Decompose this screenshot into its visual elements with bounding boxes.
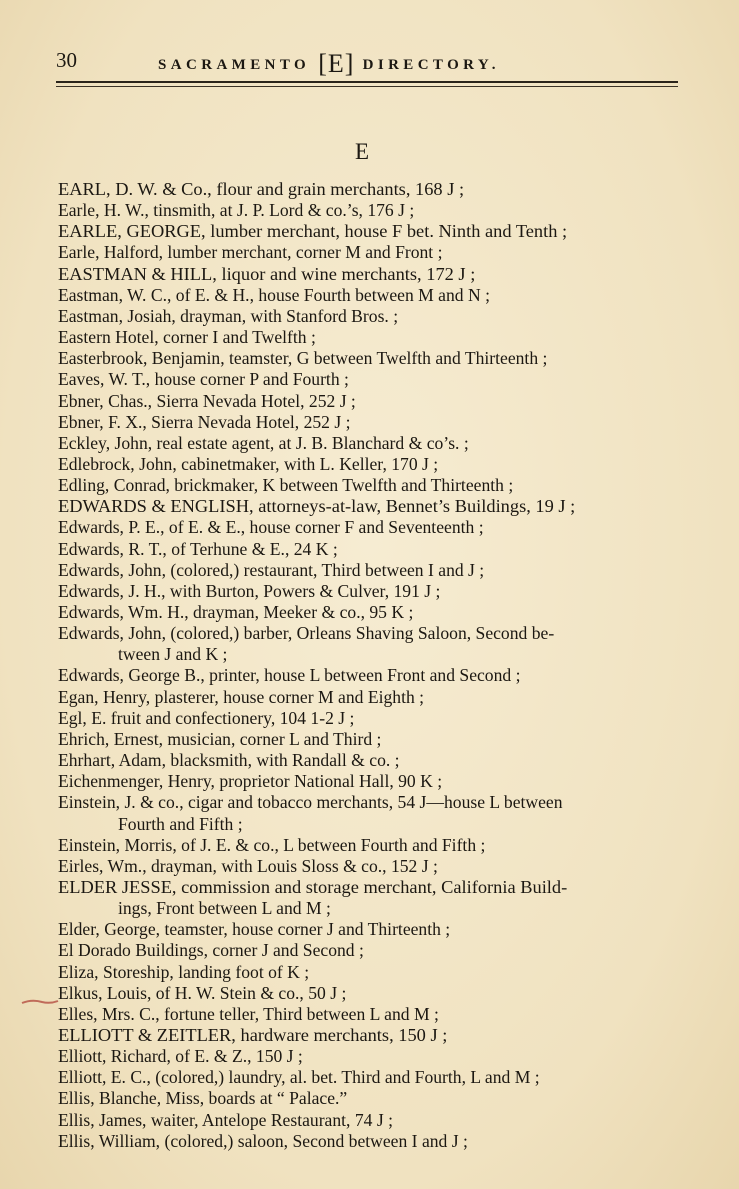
directory-entry: Edwards, John, (colored,) barber, Orleans Shaving Saloon, Second be- (58, 623, 555, 644)
entry-continuation: tween J and K ; (118, 644, 228, 665)
header-rule-thin (56, 86, 678, 87)
directory-entry: EASTMAN & HILL, liquor and wine merchants, 172 J ; (58, 263, 476, 284)
directory-entry: Einstein, Morris, of J. E. & co., L between Fourth and Fifth ; (58, 834, 486, 855)
directory-entry: Eichenmenger, Henry, proprietor National Hall, 90 K ; (58, 771, 443, 792)
directory-entry: Eckley, John, real estate agent, at J. B. Blanchard & co’s. ; (58, 432, 469, 453)
directory-entry: El Dorado Buildings, corner J and Second ; (58, 940, 364, 961)
directory-entry: Egan, Henry, plasterer, house corner M and Eighth ; (58, 686, 425, 707)
directory-entry: Edwards, R. T., of Terhune & E., 24 K ; (58, 538, 338, 559)
directory-entry: Eastman, W. C., of E. & H., house Fourth between M and N ; (58, 284, 490, 305)
directory-entry: Elles, Mrs. C., fortune teller, Third between L and M ; (58, 1003, 439, 1024)
directory-entry: Edwards, J. H., with Burton, Powers & Culver, 191 J ; (58, 580, 441, 601)
margin-pointer-icon (20, 996, 60, 1008)
directory-entry: Edwards, John, (colored,) restaurant, Third between I and J ; (58, 559, 485, 580)
directory-entry: EARL, D. W. & Co., flour and grain merchants, 168 J ; (58, 179, 465, 199)
directory-entry: ELLIOTT & ZEITLER, hardware merchants, 150 J ; (58, 1025, 448, 1045)
section-bracket: [E] (318, 49, 355, 78)
directory-entry: Ehrhart, Adam, blacksmith, with Randall & co. ; (58, 750, 400, 771)
directory-entry: Elliott, E. C., (colored,) laundry, al. bet. Third and Fourth, L and M ; (58, 1067, 540, 1088)
header-rule-thick (56, 81, 678, 83)
directory-entry: EDWARDS & ENGLISH, attorneys-at-law, Bennet’s Buildings, 19 J ; (58, 496, 576, 517)
directory-entry: EARLE, GEORGE, lumber merchant, house F bet. Ninth and Tenth ; (58, 221, 568, 242)
directory-entry: Ehrich, Ernest, musician, corner L and Third ; (58, 728, 382, 749)
directory-entry: Edwards, George B., printer, house L between Front and Second ; (58, 665, 521, 686)
directory-entry: Eaves, W. T., house corner P and Fourth ; (58, 369, 349, 390)
directory-entry: Eastman, Josiah, drayman, with Stanford Bros. ; (58, 305, 399, 326)
page-number: 30 (56, 48, 77, 72)
section-letter: E (355, 139, 370, 164)
directory-entry: Earle, H. W., tinsmith, at J. P. Lord & co.’s, 176 J ; (58, 200, 415, 221)
directory-entry: Einstein, J. & co., cigar and tobacco merchants, 54 J—house L between (58, 792, 563, 813)
directory-entry: ELDER JESSE, commission and storage merchant, California Build- (58, 876, 568, 897)
directory-entry: Egl, E. fruit and confectionery, 104 1-2 J ; (58, 707, 355, 728)
entry-continuation: Fourth and Fifth ; (118, 813, 243, 834)
running-head (158, 46, 500, 76)
directory-entry: Ellis, Blanche, Miss, boards at “ Palace.” (58, 1088, 348, 1109)
directory-entry: Eastern Hotel, corner I and Twelfth ; (58, 327, 316, 348)
directory-entry: Earle, Halford, lumber merchant, corner M and Front ; (58, 242, 443, 263)
directory-entry: Edling, Conrad, brickmaker, K between Twelfth and Thirteenth ; (58, 475, 514, 496)
directory-entry: Ellis, James, waiter, Antelope Restaurant, 74 J ; (58, 1109, 393, 1130)
directory-entry: Edwards, Wm. H., drayman, Meeker & co., 95 K ; (58, 602, 414, 622)
directory-entry: Ellis, William, (colored,) saloon, Second between I and J ; (58, 1130, 468, 1151)
directory-entry: Eirles, Wm., drayman, with Louis Sloss & co., 152 J ; (58, 855, 438, 876)
directory-entry: Ebner, F. X., Sierra Nevada Hotel, 252 J ; (58, 411, 351, 432)
directory-entry: Elliott, Richard, of E. & Z., 150 J ; (58, 1046, 303, 1067)
page-header (56, 46, 686, 78)
directory-entry: Edlebrock, John, cabinetmaker, with L. Keller, 170 J ; (58, 453, 439, 474)
entry-continuation: ings, Front between L and M ; (118, 898, 331, 919)
directory-entry: Elder, George, teamster, house corner J and Thirteenth ; (58, 919, 451, 940)
directory-entry: Edwards, P. E., of E. & E., house corner F and Seventeenth ; (58, 517, 484, 538)
directory-entry: Ebner, Chas., Sierra Nevada Hotel, 252 J ; (58, 390, 356, 411)
directory-entry: Elkus, Louis, of H. W. Stein & co., 50 J ; (58, 982, 347, 1003)
directory-entry: Eliza, Storeship, landing foot of K ; (58, 961, 310, 982)
running-head-left: SACRAMENTO (158, 57, 311, 73)
directory-entry: Easterbrook, Benjamin, teamster, G between Twelfth and Thirteenth ; (58, 348, 548, 369)
running-head-right: DIRECTORY. (362, 57, 500, 73)
